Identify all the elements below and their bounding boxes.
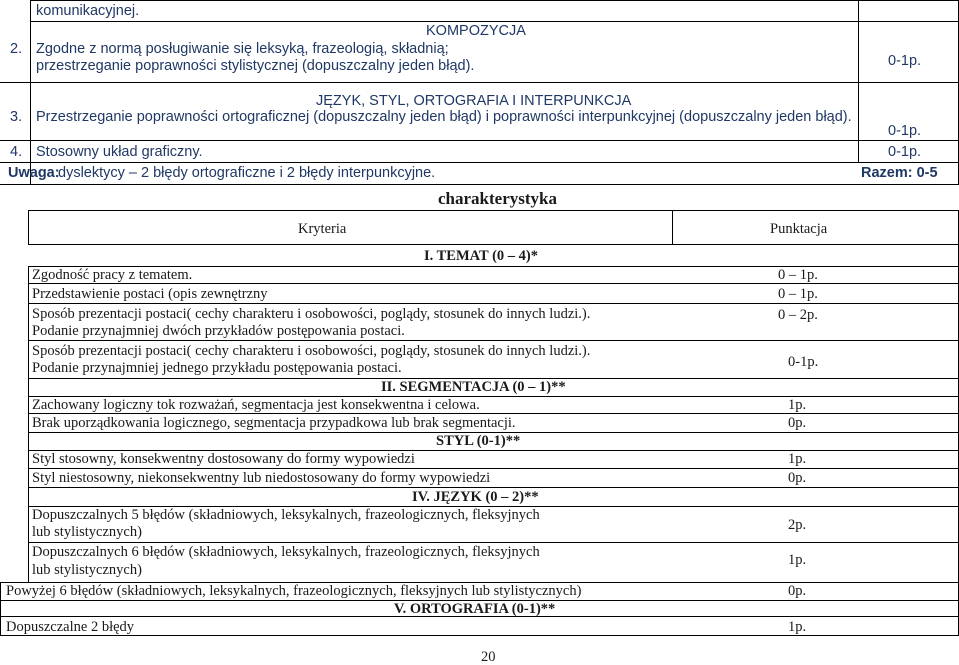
criterion-text: lub stylistycznych) <box>32 562 142 578</box>
column-header-kryteria: Kryteria <box>298 221 347 237</box>
row-continuation-text: komunikacyjnej. <box>36 3 140 19</box>
criterion-text: Styl stosowny, konsekwentny dostosowany do formy wypowiedzi <box>32 451 415 467</box>
criterion-text: Przedstawienie postaci (opis zewnętrzny <box>32 286 268 302</box>
score-value: 0-1p. <box>888 123 922 139</box>
section-heading-ortografia: V. ORTOGRAFIA (0-1)** <box>394 601 556 617</box>
criterion-text: Przestrzeganie poprawności ortograficznej (dopuszczalny jeden błąd) i poprawności interpunkcyjnej (dopuszczalny jeden błąd). <box>36 109 852 125</box>
score-value: 0-1p. <box>888 53 922 69</box>
criterion-text: Zachowany logiczny tok rozważań, segmentacja jest konsekwentna i celowa. <box>32 397 480 413</box>
section-heading-jezyk: IV. JĘZYK (0 – 2)** <box>412 489 539 505</box>
score-value: 0 – 1p. <box>778 286 818 302</box>
score-value: 0 – 2p. <box>778 307 818 323</box>
section-heading-segmentacja: II. SEGMENTACJA (0 – 1)** <box>381 379 566 395</box>
score-value: 1p. <box>788 397 807 413</box>
criterion-text: przestrzeganie poprawności stylistycznej (dopuszczalny jeden błąd). <box>36 58 475 74</box>
score-value: 2p. <box>788 517 807 533</box>
criterion-text: Podanie przynajmniej jednego przykładu postępowania postaci. <box>32 360 402 376</box>
criterion-text: Podanie przynajmniej dwóch przykładów postępowania postaci. <box>32 323 405 339</box>
section-heading-temat: I. TEMAT (0 – 4)* <box>424 248 538 264</box>
score-value: 0 – 1p. <box>778 267 818 283</box>
note-text: dyslektycy – 2 błędy ortograficzne i 2 błędy interpunkcyjne. <box>58 165 436 181</box>
criterion-text: Brak uporządkowania logicznego, segmentacja przypadkowa lub brak segmentacji. <box>32 415 516 431</box>
column-header-punktacja: Punktacja <box>770 221 828 237</box>
page-number: 20 <box>481 649 496 665</box>
criterion-text: Dopuszczalne 2 błędy <box>6 619 135 635</box>
section-heading-styl: STYL (0-1)** <box>436 433 521 449</box>
criterion-text: Stosowny układ graficzny. <box>36 144 203 160</box>
score-value: 0p. <box>788 415 807 431</box>
criterion-text: Dopuszczalnych 6 błędów (składniowych, leksykalnych, frazeologicznych, fleksyjnych <box>32 544 540 560</box>
criterion-text: lub stylistycznych) <box>32 524 142 540</box>
criterion-text: Sposób prezentacji postaci( cechy charakteru i osobowości, poglądy, stosunek do innych ludzi.). <box>32 306 591 322</box>
section-title: charakterystyka <box>438 189 557 208</box>
note-label: Uwaga: <box>8 165 60 181</box>
score-value: 1p. <box>788 552 807 568</box>
criterion-text: Dopuszczalnych 5 błędów (składniowych, leksykalnych, frazeologicznych, fleksyjnych <box>32 507 540 523</box>
item-number: 3. <box>10 109 23 125</box>
score-value: 0p. <box>788 583 807 599</box>
score-value: 0-1p. <box>788 354 819 370</box>
score-value: 1p. <box>788 451 807 467</box>
item-number: 2. <box>10 41 23 57</box>
total-score: Razem: 0-5 <box>861 165 938 181</box>
score-value: 0p. <box>788 470 807 486</box>
score-value: 1p. <box>788 619 807 635</box>
section-heading-jezyk: JĘZYK, STYL, ORTOGRAFIA I INTERPUNKCJA <box>316 93 632 109</box>
criterion-text: Zgodne z normą posługiwanie się leksyką, frazeologią, składnią; <box>36 41 449 57</box>
score-value: 0-1p. <box>888 144 922 160</box>
section-heading-kompozycja: KOMPOZYCJA <box>426 23 526 39</box>
criterion-text: Styl niestosowny, niekonsekwentny lub niedostosowany do formy wypowiedzi <box>32 470 491 486</box>
criterion-text: Zgodność pracy z tematem. <box>32 267 193 283</box>
item-number: 4. <box>10 144 23 160</box>
criterion-text: Powyżej 6 błędów (składniowych, leksykalnych, frazeologicznych, fleksyjnych lub stylistycznych) <box>6 583 582 599</box>
criterion-text: Sposób prezentacji postaci( cechy charakteru i osobowości, poglądy, stosunek do innych ludzi.). <box>32 343 591 359</box>
